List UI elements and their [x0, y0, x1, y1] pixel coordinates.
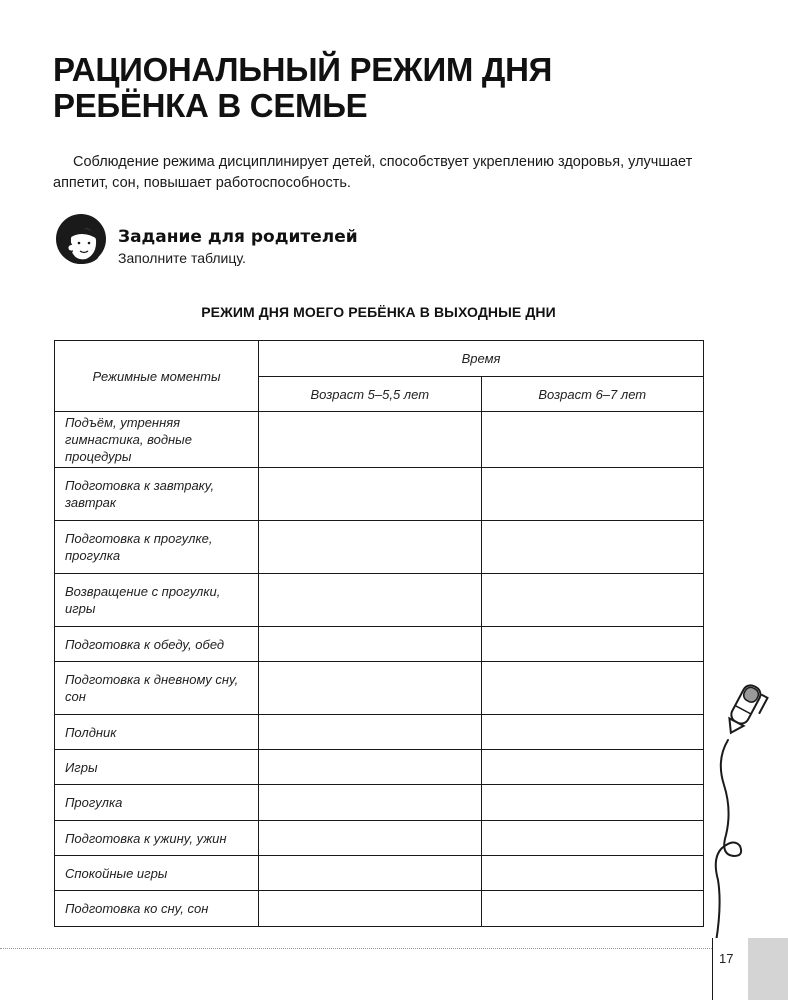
age-5-cell — [259, 750, 482, 785]
age-6-cell — [481, 521, 704, 574]
row-label: Полдник — [55, 715, 259, 750]
age-5-cell — [259, 891, 482, 927]
header-age-6: Возраст 6–7 лет — [481, 377, 704, 412]
page-number-box — [712, 938, 748, 1000]
header-moments: Режимные моменты — [55, 341, 259, 412]
table-row — [55, 821, 704, 856]
table-title: РЕЖИМ ДНЯ МОЕГО РЕБЁНКА В ВЫХОДНЫЕ ДНИ — [201, 304, 556, 320]
row-label: Прогулка — [55, 785, 259, 821]
row-label: Подготовка ко сну, сон — [55, 891, 259, 927]
page-number: 17 — [719, 951, 734, 966]
age-5-cell — [259, 785, 482, 821]
age-6-cell — [481, 785, 704, 821]
header-age-5: Возраст 5–5,5 лет — [259, 377, 482, 412]
age-6-cell — [481, 891, 704, 927]
table-row — [55, 891, 704, 927]
table-row — [55, 468, 704, 521]
table-row — [55, 521, 704, 574]
age-5-cell — [259, 662, 482, 715]
age-5-cell — [259, 856, 482, 891]
schedule-table — [54, 340, 704, 927]
table-row — [55, 785, 704, 821]
intro-paragraph: Соблюдение режима дисциплинирует детей, способствует укреплению здоровья, улучшает аппетит, сон, повышает работоспособность. — [53, 154, 693, 191]
task-subtitle: Заполните таблицу. — [118, 250, 246, 266]
table-row — [55, 662, 704, 715]
table-row — [55, 750, 704, 785]
table-header-row — [55, 341, 704, 377]
age-5-cell — [259, 412, 482, 468]
table-row — [55, 574, 704, 627]
age-6-cell — [481, 856, 704, 891]
row-label: Спокойные игры — [55, 856, 259, 891]
age-5-cell — [259, 627, 482, 662]
age-5-cell — [259, 521, 482, 574]
row-label: Возвращение с прогулки, игры — [55, 574, 259, 627]
row-label: Подготовка к завтраку, завтрак — [55, 468, 259, 521]
row-label: Подъём, утренняя гимнастика, водные процедуры — [55, 412, 259, 468]
age-6-cell — [481, 574, 704, 627]
task-title: Задание для родителей — [118, 227, 358, 247]
age-5-cell — [259, 821, 482, 856]
header-time: Время — [259, 341, 704, 377]
age-6-cell — [481, 750, 704, 785]
page-title-line-1: РАЦИОНАЛЬНЫЙ РЕЖИМ ДНЯ — [53, 51, 553, 88]
age-6-cell — [481, 662, 704, 715]
age-6-cell — [481, 412, 704, 468]
age-6-cell — [481, 468, 704, 521]
row-label: Подготовка к обеду, обед — [55, 627, 259, 662]
table-row — [55, 715, 704, 750]
age-5-cell — [259, 715, 482, 750]
page-title-line-2: РЕБЁНКА В СЕМЬЕ — [53, 87, 368, 124]
table-row — [55, 856, 704, 891]
parent-face-icon — [54, 212, 108, 266]
row-label: Подготовка к ужину, ужин — [55, 821, 259, 856]
pen-icon — [708, 680, 778, 950]
age-5-cell — [259, 574, 482, 627]
page-title — [53, 52, 693, 124]
row-label: Подготовка к дневному сну, сон — [55, 662, 259, 715]
age-6-cell — [481, 715, 704, 750]
table-row — [55, 412, 704, 468]
age-6-cell — [481, 627, 704, 662]
row-label: Игры — [55, 750, 259, 785]
age-5-cell — [259, 468, 482, 521]
page-divider — [0, 948, 712, 949]
age-6-cell — [481, 821, 704, 856]
row-label: Подготовка к прогулке, прогулка — [55, 521, 259, 574]
table-row — [55, 627, 704, 662]
